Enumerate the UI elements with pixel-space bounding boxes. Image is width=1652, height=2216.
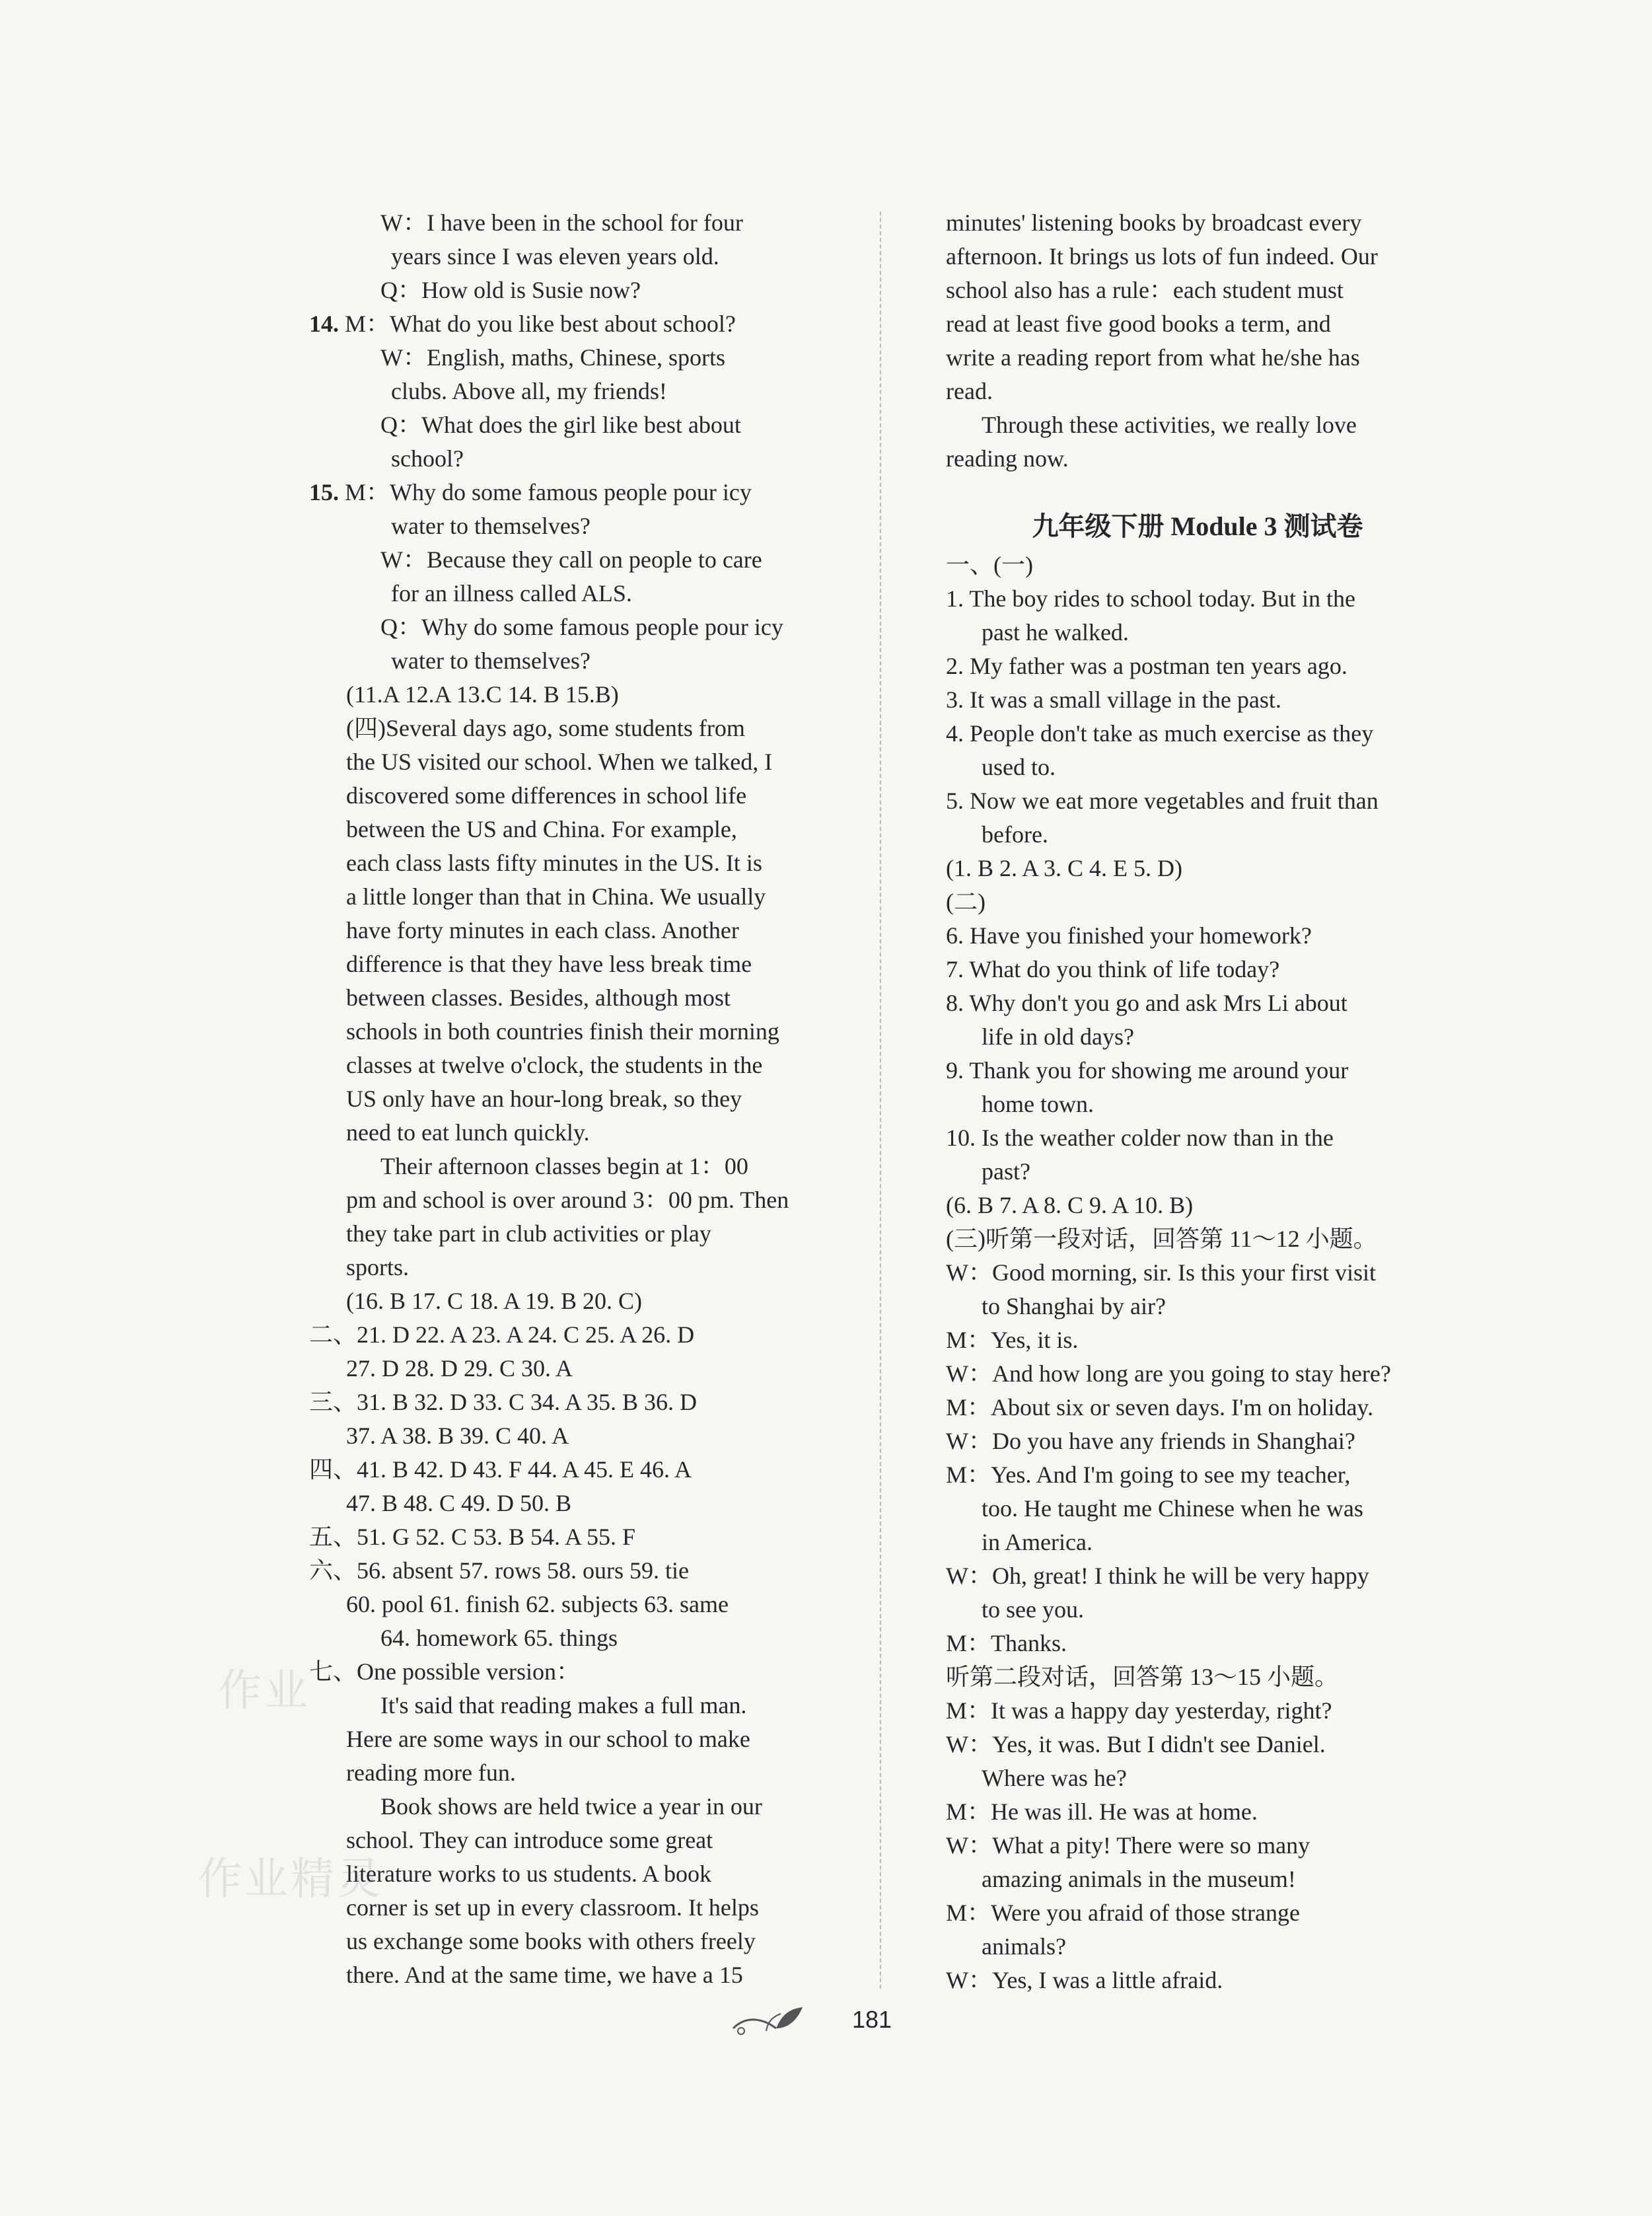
page-number: 181 bbox=[852, 2006, 892, 2033]
text-line: us exchange some books with others freely bbox=[346, 1928, 756, 1954]
section-heading: (三)听第一段对话，回答第 11～12 小题。 bbox=[946, 1226, 1377, 1252]
answer-key: 六、56. absent 57. rows 58. ours 59. tie bbox=[309, 1557, 689, 1584]
text-line: M：It was a happy day yesterday, right? bbox=[946, 1697, 1332, 1724]
text-line: Q：What does the girl like best about bbox=[380, 412, 741, 438]
text-line: read. bbox=[946, 378, 993, 404]
answer-key: 四、41. B 42. D 43. F 44. A 45. E 46. A bbox=[309, 1456, 692, 1483]
text-line: M：Yes, it is. bbox=[946, 1327, 1079, 1353]
text-line: 4. People don't take as much exercise as they bbox=[946, 720, 1374, 747]
text-line: have forty minutes in each class. Another bbox=[346, 917, 739, 943]
question-line bbox=[309, 476, 851, 509]
right-column bbox=[946, 206, 1449, 1997]
text-line: life in old days? bbox=[982, 1023, 1134, 1050]
spacer bbox=[946, 476, 1449, 496]
text-line: M：He was ill. He was at home. bbox=[946, 1798, 1258, 1825]
text-line: difference is that they have less break time bbox=[346, 951, 752, 977]
text-line: afternoon. It brings us lots of fun indeed. Our bbox=[946, 243, 1378, 270]
text-line: they take part in club activities or play bbox=[346, 1220, 711, 1247]
text-line: school. They can introduce some great bbox=[346, 1827, 713, 1853]
text-line: there. And at the same time, we have a 15 bbox=[346, 1962, 743, 1988]
text-line: too. He taught me Chinese when he was bbox=[982, 1495, 1363, 1522]
text-line: 6. Have you finished your homework? bbox=[946, 922, 1312, 949]
text-line: W：Yes, I was a little afraid. bbox=[946, 1967, 1223, 1993]
text-line: M：Why do some famous people pour icy bbox=[339, 479, 752, 505]
text-line: M：Thanks. bbox=[946, 1630, 1067, 1656]
text-line: 10. Is the weather colder now than in the bbox=[946, 1125, 1334, 1151]
text-line: amazing animals in the museum! bbox=[982, 1866, 1296, 1892]
answer-key: 三、31. B 32. D 33. C 34. A 35. B 36. D bbox=[309, 1389, 698, 1415]
page-footer bbox=[727, 2002, 925, 2042]
text-line: reading more fun. bbox=[346, 1759, 516, 1786]
text-line: Q：How old is Susie now? bbox=[380, 277, 641, 303]
text-line: sports. bbox=[346, 1254, 410, 1280]
text-line: a little longer than that in China. We usually bbox=[346, 883, 766, 910]
answer-key: 二、21. D 22. A 23. A 24. C 25. A 26. D bbox=[309, 1321, 695, 1348]
text-line: write a reading report from what he/she has bbox=[946, 344, 1360, 371]
text-line: water to themselves? bbox=[391, 513, 591, 539]
text-line: Through these activities, we really love bbox=[982, 412, 1357, 438]
text-line: US only have an hour-long break, so they bbox=[346, 1086, 742, 1112]
text-line: (四)Several days ago, some students from bbox=[346, 715, 745, 741]
text-line: animals? bbox=[982, 1933, 1066, 1960]
text-line: to see you. bbox=[982, 1596, 1084, 1623]
text-line: M：About six or seven days. I'm on holiday. bbox=[946, 1394, 1374, 1421]
text-line: W：Good morning, sir. Is this your first visit bbox=[946, 1259, 1376, 1286]
text-line: corner is set up in every classroom. It helps bbox=[346, 1894, 759, 1921]
answer-key: 27. D 28. D 29. C 30. A bbox=[346, 1355, 573, 1382]
text-line: in America. bbox=[982, 1529, 1093, 1555]
answer-key: 60. pool 61. finish 62. subjects 63. same bbox=[346, 1591, 729, 1617]
text-line: need to eat lunch quickly. bbox=[346, 1119, 590, 1146]
text-line: 3. It was a small village in the past. bbox=[946, 686, 1281, 713]
text-line: classes at twelve o'clock, the students in the bbox=[346, 1052, 763, 1078]
section-title: 九年级下册 Module 3 测试卷 bbox=[1032, 511, 1363, 541]
text-line: Here are some ways in our school to make bbox=[346, 1726, 750, 1752]
answer-key: 37. A 38. B 39. C 40. A bbox=[346, 1422, 569, 1449]
text-line: past? bbox=[982, 1158, 1030, 1185]
text-line: M：What do you like best about school? bbox=[339, 311, 736, 337]
answer-key: 47. B 48. C 49. D 50. B bbox=[346, 1490, 572, 1516]
answer-key: 64. homework 65. things bbox=[380, 1625, 618, 1651]
text-line: W：Because they call on people to care bbox=[380, 546, 762, 573]
text-line: between the US and China. For example, bbox=[346, 816, 737, 842]
answer-key: 五、51. G 52. C 53. B 54. A 55. F bbox=[309, 1524, 636, 1550]
section-heading: 七、One possible version： bbox=[309, 1658, 580, 1685]
text-line: M：Were you afraid of those strange bbox=[946, 1900, 1300, 1926]
text-line: used to. bbox=[982, 754, 1056, 780]
text-line: W：And how long are you going to stay here? bbox=[946, 1360, 1391, 1387]
text-line: schools in both countries finish their morning bbox=[346, 1018, 779, 1045]
text-line: the US visited our school. When we talked, I bbox=[346, 749, 773, 775]
question-number: 14. bbox=[309, 311, 339, 337]
text-line: W：What a pity! There were so many bbox=[946, 1832, 1311, 1859]
text-line: 2. My father was a postman ten years ago. bbox=[946, 653, 1347, 679]
text-line: minutes' listening books by broadcast every bbox=[946, 209, 1362, 236]
text-line: past he walked. bbox=[982, 619, 1129, 646]
text-line: W：Yes, it was. But I didn't see Daniel. bbox=[946, 1731, 1326, 1757]
text-line: reading now. bbox=[946, 445, 1069, 472]
text-line: to Shanghai by air? bbox=[982, 1293, 1166, 1319]
text-line: Their afternoon classes begin at 1：00 bbox=[380, 1153, 748, 1179]
text-line: pm and school is over around 3：00 pm. Then bbox=[346, 1187, 789, 1213]
text-line: 1. The boy rides to school today. But in the bbox=[946, 585, 1355, 612]
leaf-ornament-icon bbox=[727, 2002, 812, 2042]
text-line: discovered some differences in school life bbox=[346, 782, 747, 809]
text-line: It's said that reading makes a full man. bbox=[380, 1692, 747, 1718]
watermark-text: 作业精灵 bbox=[198, 1853, 383, 1904]
section-heading: 一、(一) bbox=[946, 552, 1033, 578]
text-line: each class lasts fifty minutes in the US. It is bbox=[346, 850, 762, 876]
section-heading: 听第二段对话，回答第 13～15 小题。 bbox=[946, 1664, 1339, 1690]
text-line: 8. Why don't you go and ask Mrs Li about bbox=[946, 990, 1347, 1016]
text-line: 9. Thank you for showing me around your bbox=[946, 1057, 1349, 1084]
section-heading: (二) bbox=[946, 889, 986, 915]
text-line: water to themselves? bbox=[391, 647, 591, 674]
column-divider bbox=[880, 211, 881, 1989]
text-line: Book shows are held twice a year in our bbox=[380, 1793, 762, 1820]
text-line: W：Oh, great! I think he will be very happy bbox=[946, 1563, 1369, 1589]
text-line: Where was he? bbox=[982, 1765, 1127, 1791]
watermark-text: 作业 bbox=[218, 1665, 310, 1716]
text-line: school also has a rule：each student must bbox=[946, 277, 1344, 303]
answer-key: (1. B 2. A 3. C 4. E 5. D) bbox=[946, 855, 1183, 881]
text-line: Q：Why do some famous people pour icy bbox=[380, 614, 783, 640]
text-line: school? bbox=[391, 445, 464, 472]
answer-key: (11.A 12.A 13.C 14. B 15.B) bbox=[346, 681, 619, 708]
answer-key: (16. B 17. C 18. A 19. B 20. C) bbox=[346, 1288, 643, 1314]
text-line: W：Do you have any friends in Shanghai? bbox=[946, 1428, 1355, 1454]
text-line: home town. bbox=[982, 1091, 1094, 1117]
text-line: 5. Now we eat more vegetables and fruit than bbox=[946, 788, 1379, 814]
question-line bbox=[309, 307, 851, 341]
text-line: between classes. Besides, although most bbox=[346, 984, 731, 1011]
answer-key: (6. B 7. A 8. C 9. A 10. B) bbox=[946, 1192, 1194, 1218]
text-line: W：English, maths, Chinese, sports bbox=[380, 344, 725, 371]
left-column bbox=[309, 206, 851, 1992]
text-line: for an illness called ALS. bbox=[391, 580, 632, 607]
text-line: read at least five good books a term, and bbox=[946, 311, 1331, 337]
text-line: years since I was eleven years old. bbox=[391, 243, 719, 270]
text-line: before. bbox=[982, 821, 1048, 848]
text-line: W：I have been in the school for four bbox=[380, 209, 743, 236]
text-line: clubs. Above all, my friends! bbox=[391, 378, 667, 404]
text-line: 7. What do you think of life today? bbox=[946, 956, 1280, 982]
text-line: literature works to us students. A book bbox=[346, 1861, 711, 1887]
text-line: M：Yes. And I'm going to see my teacher, bbox=[946, 1461, 1351, 1488]
question-number: 15. bbox=[309, 479, 339, 505]
